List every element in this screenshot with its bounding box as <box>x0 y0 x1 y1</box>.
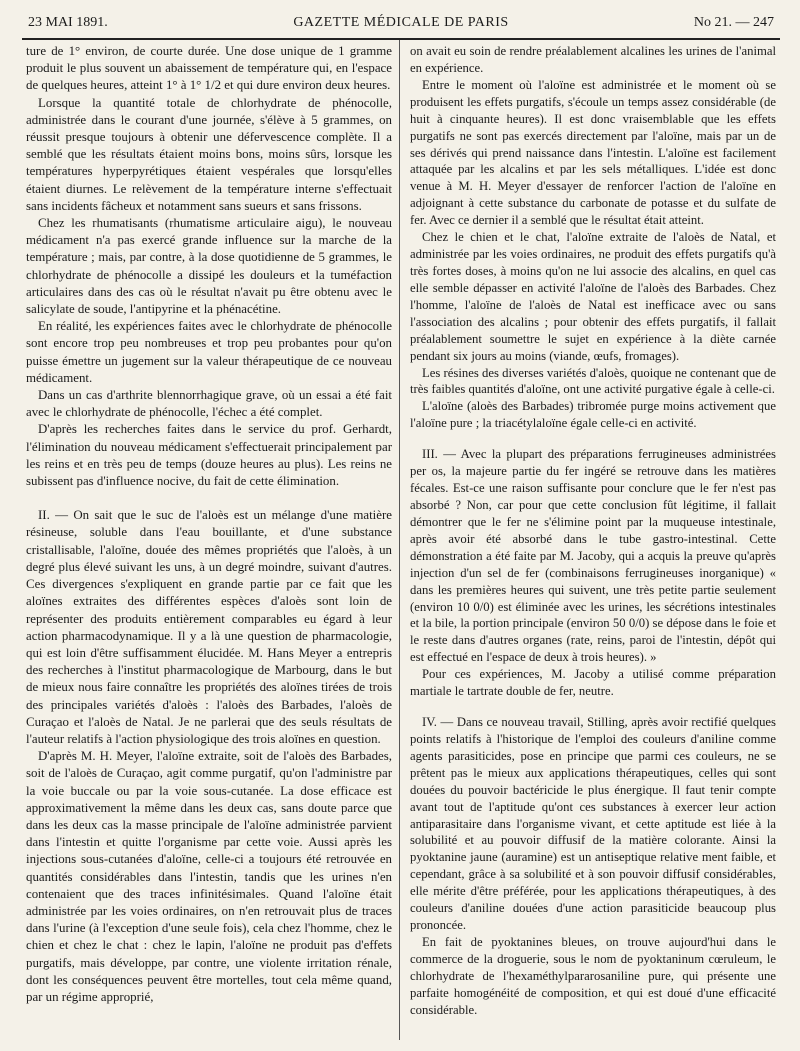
header-rule <box>22 38 780 40</box>
paragraph: ture de 1° environ, de courte durée. Une dose unique de 1 gramme produit le plus souvent un abaissement de température qui, en l'espace de quelques heures, atteint 1° à 1° 1/2 et qui dure environ deux heures. <box>26 44 392 93</box>
paragraph: Chez les rhumatisants (rhumatisme articulaire aigu), le nouveau médicament n'a pas exercé grande influence sur la marche de la température ; mais, par contre, à la dose quotidienne de 5 grammes, le chlorhydrate de phénocolle a dissipé les douleurs et la tuméfaction articulaires dans des cas où le résultat n'avait pu être obtenu avec le salicylate de soude, l'antipyrine et la phénacétine. <box>26 216 392 317</box>
right-column <box>410 43 776 1019</box>
column-divider <box>399 40 400 1040</box>
paragraph: D'après les recherches faites dans le service du prof. Gerhardt, l'élimination du nouveau médicament s'effectuerait principalement par les reins et en très peu de temps (douze heures au plus). Les reins ne subissent pas d'influence nocive, du fait de cette élimination. <box>26 422 392 489</box>
paragraph: on avait eu soin de rendre préalablement alcalines les urines de l'animal en expérience. <box>410 44 776 75</box>
paragraph: L'aloïne (aloès des Barbades) tribromée purge moins activement que l'aloïne pure ; la triacétylaloïne égale celle-ci en activité. <box>410 399 776 431</box>
paragraph: En fait de pyoktanines bleues, on trouve aujourd'hui dans le commerce de la droguerie, sous le nom de pyoktaninum cœruleum, le chlorhydrate de l'hexaméthylpararosaniline pure, qui présente une parfaite homogénéité de composition, et qui est doué d'une efficacité considérable. <box>410 935 776 1017</box>
issue-date: 23 MAI 1891. <box>28 15 108 30</box>
running-header <box>28 12 774 34</box>
paragraph: D'après M. H. Meyer, l'aloïne extraite, soit de l'aloès des Barbades, soit de l'aloès de Curaçao, agit comme purgatif, qu'on l'administre par la voie buccale ou par la voie sous-cutanée. La dose efficace est approximativement la même dans les deux cas, sans doute parce que dans les deux cas la masse principale de l'aloïne administrée parvient dans l'intestin et quitte l'organisme par cette voie. Aussi après les injections sous-cutanées d'aloïne, celle-ci a toujours été retrouvée en quantités considérables dans l'intestin, tandis que les urines n'en contenaient que des traces infinitésimales. Quand l'aloïne était administrée par les voies ordinaires, on n'en retrouvait plus de traces dans l'urine (à l'exception d'une seule fois), cela chez l'homme, chez le chien et chez le chat : chez le lapin, l'aloïne ne produit pas d'effets purgatifs, mais développe, par contre, une violente irritation rénale, dont les conséquences peuvent être mortelles, tout cela même quand, par un régime approprié, <box>26 749 392 1004</box>
paragraph: Pour ces expériences, M. Jacoby a utilisé comme préparation martiale le tartrate double de fer, neutre. <box>410 667 776 699</box>
paragraph: Chez le chien et le chat, l'aloïne extraite de l'aloès de Natal, et administrée par les voies ordinaires, ne produit des effets purgatifs qu'à très fortes doses, à moins qu'on ne lui associe des alcalins, en quel cas elle semble dépasser en activité l'aloïne de l'aloès des Barbades. Chez l'homme, l'aloïne de l'aloès de Natal est inefficace avec ou sans l'association des alcalins ; pour obtenir des effets purgatifs, il fallait préalablement soumettre le sujet en expérience à la diète carnée pendant six jours au moins (viande, œufs, fromages). <box>410 230 776 363</box>
paragraph: Entre le moment où l'aloïne est administrée et le moment où se produisent les effets purgatifs, s'écoule un temps assez considérable (de huit à cinquante heures). Il est donc vraisemblable que les effets purgatifs ne sont pas exercés directement par l'aloïne, mais par un de ses dérivés qui prend naissance dans l'intestin. L'aloïne est facilement attaquée par les alcalins et par les sels métalliques. L'idée est donc venue à M. H. Meyer d'essayer de renforcer l'action de l'aloïne en adjoignant à cette substance du carbonate de potasse et du sulfate de fer. Avec ce dernier il a semblé que le résultat était atteint. <box>410 77 776 228</box>
left-column <box>26 43 392 1006</box>
section-ii-paragraph: II. — On sait que le suc de l'aloès est un mélange d'une matière résineuse, soluble dans l'eau bouillante, et d'une substance cristallisable, l'aloïne, douée des mêmes propriétés que l'aloès, à un degré plus élevé suivant les uns, à un degré moindre, suivant d'autres. Ces divergences s'expliquent en grande partie par ce fait que les aloïnes extraites des différentes espèces d'aloès sont loin de représenter des produits entièrement comparables eu égard à leur action pharmacodynamique. Il y a là une question de pharmacologie, qui est loin d'être suffisamment élucidée. M. Hans Meyer a entrepris des recherches à l'institut pharmacologique de Marbourg, dans le but de mieux nous faire connaître les propriétés des aloïnes tirées de trois des principales variétés d'aloès : l'aloès des Barbades, l'aloès de Curaçao et l'aloès de Natal. Je ne parlerai que des seuls résultats de l'auteur relatifs à l'action physiologique des trois aloïnes en question. <box>26 508 392 746</box>
section-iii-paragraph: III. — Avec la plupart des préparations ferrugineuses administrées per os, la majeure partie du fer ingéré se retrouve dans les matières fécales. Est-ce une raison suffisante pour conclure que le fer n'est pas absorbé ? Non, car pour que cette conclusion fût légitime, il fallait démontrer que le fer ne s'élimine point par la muqueuse intestinale, après avoir été absorbé dans le tube gastro-intestinal. Cette démonstration a été faite par M. Jacoby, qui a acquis la preuve qu'après injection d'un sel de fer (combinaisons ferrugineuses inorganique) « dans les premières heures qui suivent, une très petite partie seulement (environ 10 0/0) est éliminée avec les urines, les sécrétions intestinales et la bile, la portion principale (environ 50 0/0) se dépose dans le foie et le reste dans d'autres organes (rate, reins, paroi de l'intestin, dépôt qui est effectué en l'espace de deux à trois heures). » <box>410 447 776 665</box>
paragraph: Lorsque la quantité totale de chlorhydrate de phénocolle, administrée dans le courant d'une journée, s'élève à 5 grammes, on réussit presque toujours à obtenir une défervescence complète. Il a semblé que les résultats étaient moins bons, moins sûrs, lorsque les températures hyperpyrétiques étaient vespérales que lorsqu'elles étaient diurnes. Le relèvement de la température interne s'effectuait sans incidents fâcheux et notamment sans sueurs et sans frissons. <box>26 95 392 213</box>
section-iv-paragraph: IV. — Dans ce nouveau travail, Stilling, après avoir rectifié quelques points relatifs à l'historique de l'emploi des couleurs d'aniline comme agents parasiticides, pose en principe que parmi ces couleurs, ne se prêtent pas le mieux aux applications thérapeutiques, celles qui sont douées du pouvoir bactéricide le plus énergique. Il faut tenir compte avant tout de l'aptitude qu'ont ces substances à exercer leur action antiparasitaire dans l'organisme vivant, et cette aptitude est liée à la solubilité et au pouvoir diffusif de la matière colorante. Ainsi la pyoktanine jaune (auramine) est un antiseptique relative ment faible, et cependant, grâce à sa solubilité et à son pouvoir diffusif considérables, elle mérite d'être préférée, pour les applications thérapeutiques, à des couleurs d'aniline douées d'une action parasiticide beaucoup plus prononcée. <box>410 715 776 933</box>
paragraph: En réalité, les expériences faites avec le chlorhydrate de phénocolle sont encore trop peu nombreuses et trop peu probantes pour qu'on puisse émettre un jugement sur la valeur thérapeutique de ce nouveau médicament. <box>26 319 392 385</box>
page-number: No 21. — 247 <box>693 15 774 30</box>
paragraph: Dans un cas d'arthrite blennorrhagique grave, où un essai a été fait avec le chlorhydrate de phénocolle, l'échec a été complet. <box>26 388 392 420</box>
paragraph: Les résines des diverses variétés d'aloès, quoique ne contenant que de très faibles quantités d'aloïne, ont une activité purgative égale à celle-ci. <box>410 365 776 397</box>
journal-title: GAZETTE MÉDICALE DE PARIS <box>293 15 509 30</box>
